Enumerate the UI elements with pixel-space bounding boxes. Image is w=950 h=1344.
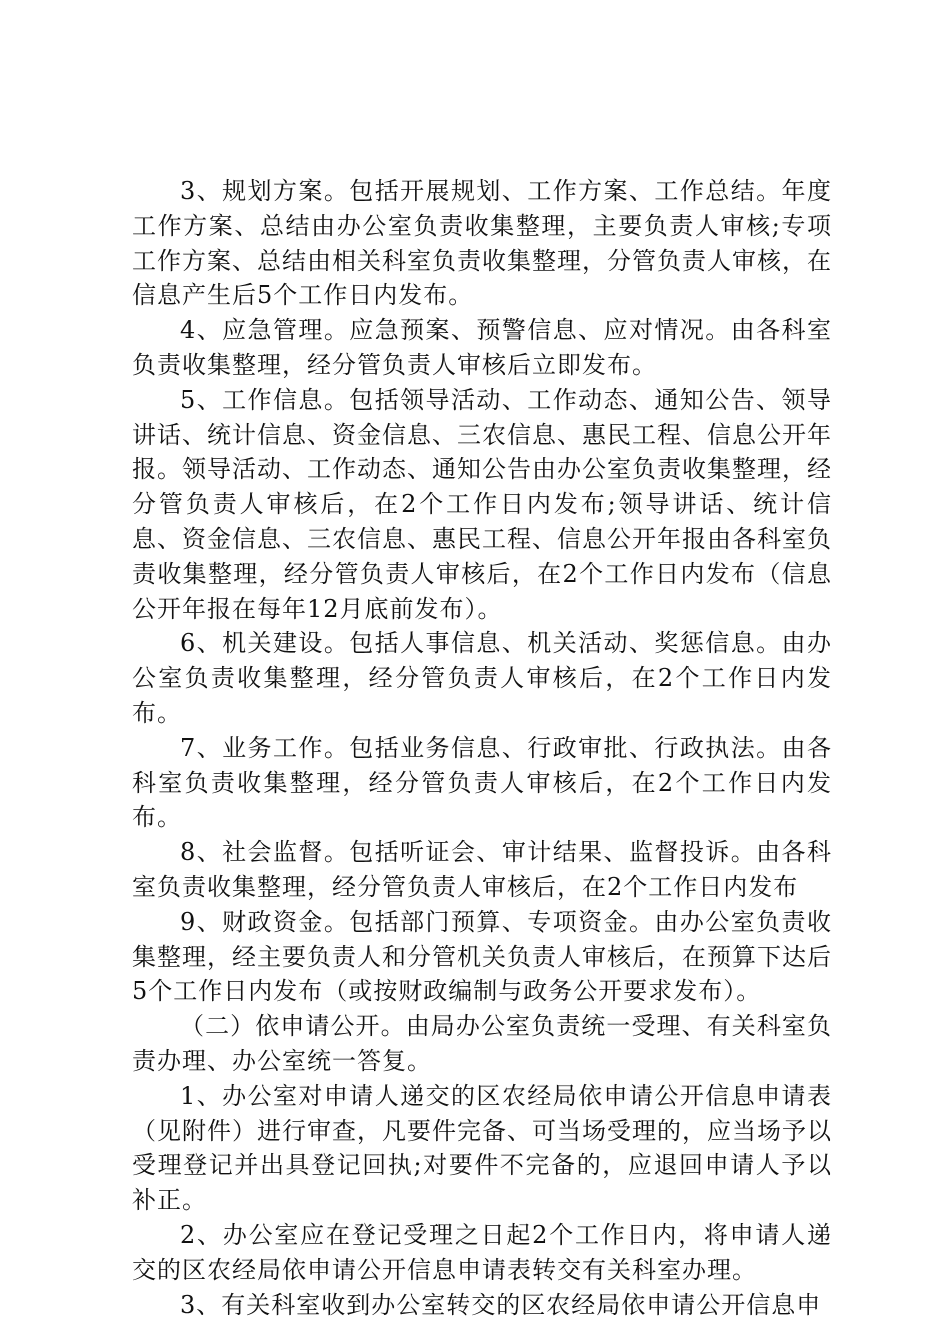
paragraph-organ-building: 6、机关建设。包括人事信息、机关活动、奖惩信息。由办公室负责收集整理，经分管负责人审核后，在2个工作日内发布。 [132,629,832,727]
paragraph-work-info: 5、工作信息。包括领导活动、工作动态、通知公告、领导讲话、统计信息、资金信息、三农信息、惠民工程、信息公开年报。领导活动、工作动态、通知公告由办公室负责收集整理，经分管负责人审核后，在2个工作日内发布;领导讲话、统计信息、资金信息、三农信息、惠民工程、信息公开年报由各科室负责收集整理，经分管负责人审核后，在2个工作日内发布（信息公开年报在每年12月底前发布）。 [132,385,832,623]
paragraph-transfer: 2、办公室应在登记受理之日起2个工作日内，将申请人递交的区农经局依申请公开信息申请表转交有关科室办理。 [132,1220,832,1284]
paragraph-application-disclosure: （二）依申请公开。由局办公室负责统一受理、有关科室负责办理、办公室统一答复。 [132,1012,832,1075]
paragraph-emergency: 4、应急管理。应急预案、预警信息、应对情况。由各科室负责收集整理，经分管负责人审核后立即发布。 [132,316,832,379]
paragraph-handling: 3、有关科室收到办公室转交的区农经局依申请公开信息申 [180,1290,822,1319]
paragraph-business-work: 7、业务工作。包括业务信息、行政审批、行政执法。由各科室负责收集整理，经分管负责人审核后，在2个工作日内发布。 [132,733,832,832]
paragraph-planning: 3、规划方案。包括开展规划、工作方案、工作总结。年度工作方案、总结由办公室负责收集整理，主要负责人审核;专项工作方案、总结由相关科室负责收集整理，分管负责人审核，在信息产生后5个工作日内发布。 [132,177,832,310]
paragraph-finance: 9、财政资金。包括部门预算、专项资金。由办公室负责收集整理，经主要负责人和分管机关负责人审核后，在预算下达后5个工作日内发布（或按财政编制与政务公开要求发布）。 [132,907,832,1006]
document-body [132,174,832,1322]
paragraph-social-supervision: 8、社会监督。包括听证会、审计结果、监督投诉。由各科室负责收集整理，经分管负责人审核后，在2个工作日内发布 [132,838,832,901]
paragraph-review: 1、办公室对申请人递交的区农经局依申请公开信息申请表（见附件）进行审查，凡要件完备、可当场受理的，应当场予以受理登记并出具登记回执;对要件不完备的，应退回申请人予以补正。 [132,1081,832,1215]
